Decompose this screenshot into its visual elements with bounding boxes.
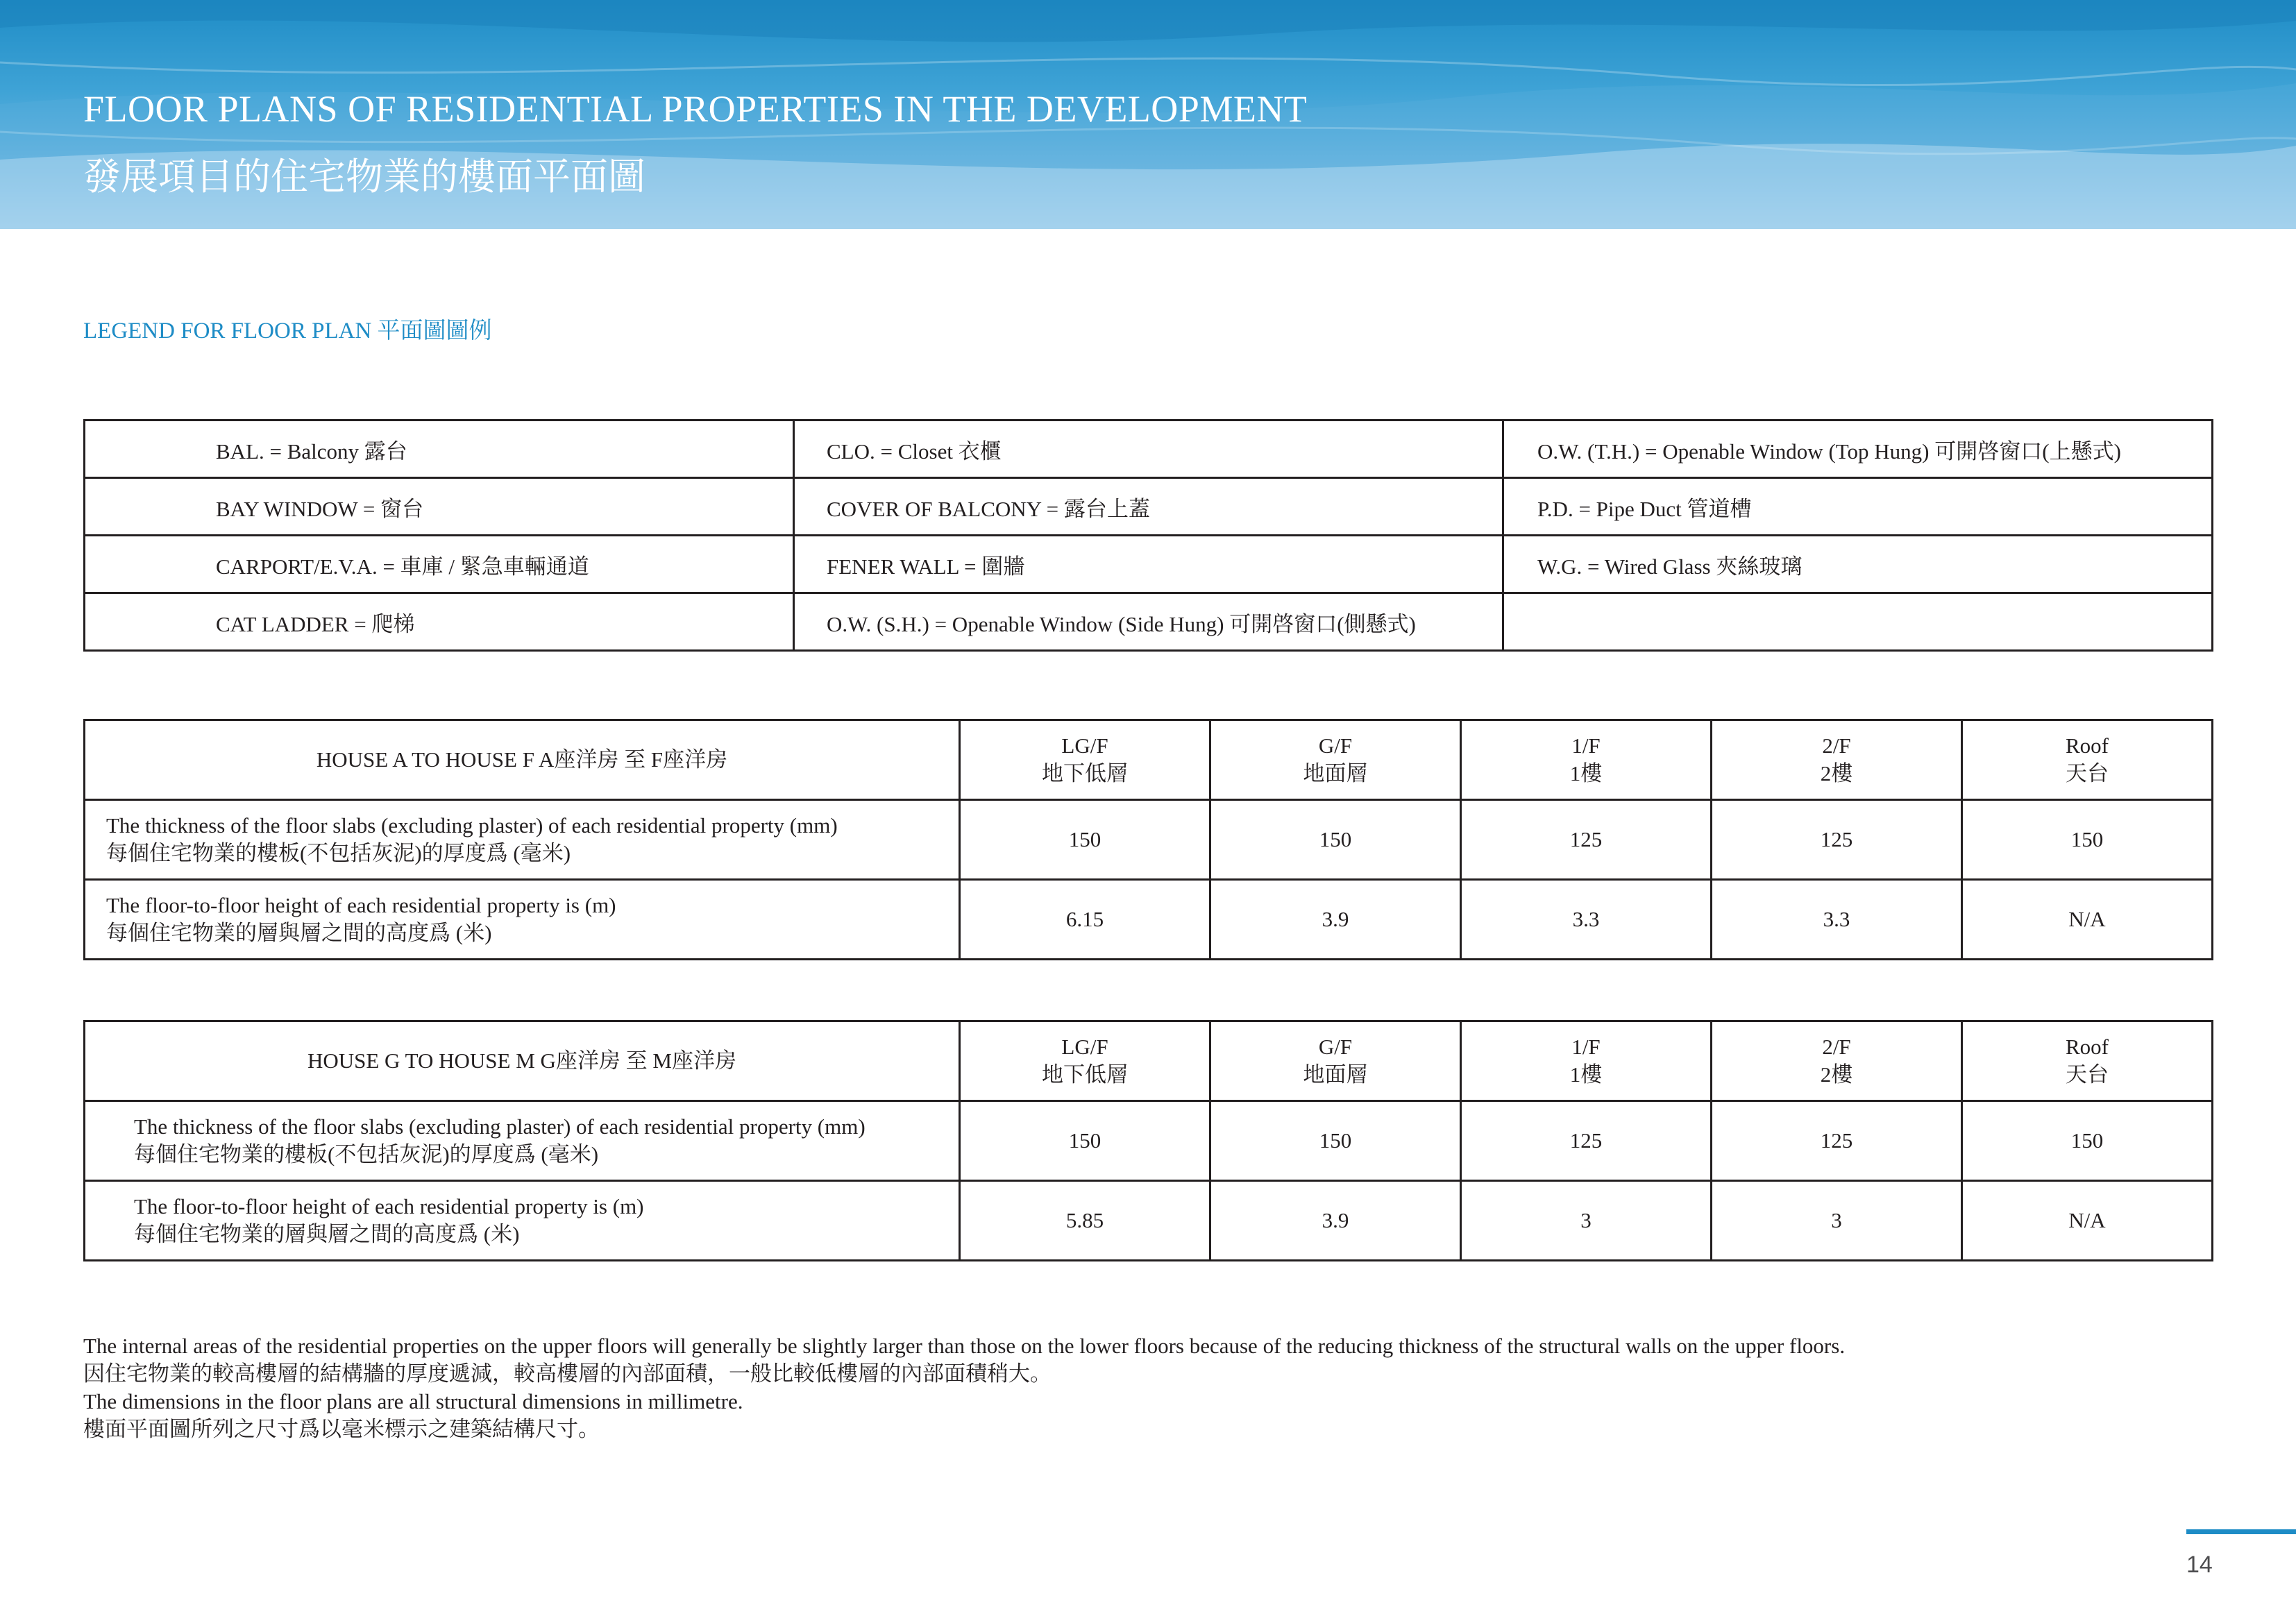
floor-header-2f: 2/F 2樓	[1712, 1021, 1962, 1101]
slab-thickness-label: The thickness of the floor slabs (excluding plaster) of each residential property (mm) 每個住宅物業的樓板(不包括灰泥)的厚度爲 (毫米)	[85, 1101, 960, 1181]
table-header-row	[85, 720, 2213, 800]
table-header-row	[85, 1021, 2213, 1101]
floor-header-roof: Roof 天台	[1962, 1021, 2213, 1101]
legend-cell: O.W. (T.H.) = Openable Window (Top Hung) 可開啓窗口(上懸式)	[1503, 420, 2213, 478]
table-cell: 125	[1461, 800, 1712, 880]
table-cell: 3	[1712, 1181, 1962, 1261]
legend-row	[85, 536, 2213, 593]
table-cell: 3.9	[1210, 880, 1461, 960]
footnotes	[83, 1332, 1845, 1443]
legend-cell: COVER OF BALCONY = 露台上蓋	[794, 478, 1503, 536]
legend-cell: BAY WINDOW = 窗台	[85, 478, 794, 536]
floor-height-label: The floor-to-floor height of each residential property is (m) 每個住宅物業的層與層之間的高度爲 (米)	[85, 1181, 960, 1261]
note-line: 樓面平面圖所列之尺寸爲以毫米標示之建築結構尺寸。	[83, 1417, 600, 1441]
legend-heading: LEGEND FOR FLOOR PLAN 平面圖圖例	[83, 318, 492, 343]
table-cell: 150	[1210, 1101, 1461, 1181]
page-number: 14	[2186, 1552, 2213, 1578]
legend-cell: W.G. = Wired Glass 夾絲玻璃	[1503, 536, 2213, 593]
legend-cell	[1503, 593, 2213, 651]
table-cell: 150	[1210, 800, 1461, 880]
table-row	[85, 800, 2213, 880]
legend-row	[85, 593, 2213, 651]
table-cell: N/A	[1962, 880, 2213, 960]
table-cell: 150	[1962, 1101, 2213, 1181]
legend-cell: BAL. = Balcony 露台	[85, 420, 794, 478]
header-banner	[0, 0, 2296, 229]
table-cell: 3.3	[1461, 880, 1712, 960]
table-cell: 125	[1712, 800, 1962, 880]
table-cell: N/A	[1962, 1181, 2213, 1261]
table-cell: 3.3	[1712, 880, 1962, 960]
house-g-m-table	[83, 1020, 2213, 1261]
floor-header-1f: 1/F 1樓	[1461, 1021, 1712, 1101]
floor-header-gf: G/F 地面層	[1210, 720, 1461, 800]
legend-row	[85, 420, 2213, 478]
page-title-zh: 發展項目的住宅物業的樓面平面圖	[83, 155, 645, 198]
page-title-en: FLOOR PLANS OF RESIDENTIAL PROPERTIES IN THE DEVELOPMENT	[83, 88, 1308, 130]
floor-height-label: The floor-to-floor height of each residential property is (m) 每個住宅物業的層與層之間的高度爲 (米)	[85, 880, 960, 960]
legend-cell: O.W. (S.H.) = Openable Window (Side Hung) 可開啓窗口(側懸式)	[794, 593, 1503, 651]
legend-row	[85, 478, 2213, 536]
page-number-rule	[2186, 1529, 2296, 1534]
slab-thickness-label: The thickness of the floor slabs (excluding plaster) of each residential property (mm) 每個住宅物業的樓板(不包括灰泥)的厚度爲 (毫米)	[85, 800, 960, 880]
floor-header-lgf: LG/F 地下低層	[960, 720, 1210, 800]
floor-header-1f: 1/F 1樓	[1461, 720, 1712, 800]
floor-header-gf: G/F 地面層	[1210, 1021, 1461, 1101]
table-cell: 5.85	[960, 1181, 1210, 1261]
table-row	[85, 1181, 2213, 1261]
legend-cell: CARPORT/E.V.A. = 車庫 / 緊急車輛通道	[85, 536, 794, 593]
table-cell: 125	[1461, 1101, 1712, 1181]
note-line: 因住宅物業的較高樓層的結構牆的厚度遞減，較高樓層的內部面積，一般比較低樓層的內部面積稍大。	[83, 1361, 1052, 1386]
legend-table	[83, 419, 2213, 652]
house-a-f-table	[83, 719, 2213, 960]
table-cell: 150	[1962, 800, 2213, 880]
house-range-label: HOUSE A TO HOUSE F A座洋房 至 F座洋房	[85, 720, 960, 800]
table-cell: 150	[960, 1101, 1210, 1181]
table-row	[85, 880, 2213, 960]
table-cell: 3	[1461, 1181, 1712, 1261]
floor-header-roof: Roof 天台	[1962, 720, 2213, 800]
house-range-label: HOUSE G TO HOUSE M G座洋房 至 M座洋房	[85, 1021, 960, 1101]
table-cell: 6.15	[960, 880, 1210, 960]
legend-cell: CAT LADDER = 爬梯	[85, 593, 794, 651]
floor-header-lgf: LG/F 地下低層	[960, 1021, 1210, 1101]
legend-cell: CLO. = Closet 衣櫃	[794, 420, 1503, 478]
floor-header-2f: 2/F 2樓	[1712, 720, 1962, 800]
note-line: The internal areas of the residential properties on the upper floors will generally be slightly larger than those on the lower floors because of the reducing thickness of the structural walls on the upper floors.	[83, 1334, 1846, 1358]
table-cell: 125	[1712, 1101, 1962, 1181]
note-line: The dimensions in the floor plans are all structural dimensions in millimetre.	[83, 1389, 743, 1413]
legend-cell: FENER WALL = 圍牆	[794, 536, 1503, 593]
table-cell: 3.9	[1210, 1181, 1461, 1261]
table-cell: 150	[960, 800, 1210, 880]
legend-cell: P.D. = Pipe Duct 管道槽	[1503, 478, 2213, 536]
table-row	[85, 1101, 2213, 1181]
